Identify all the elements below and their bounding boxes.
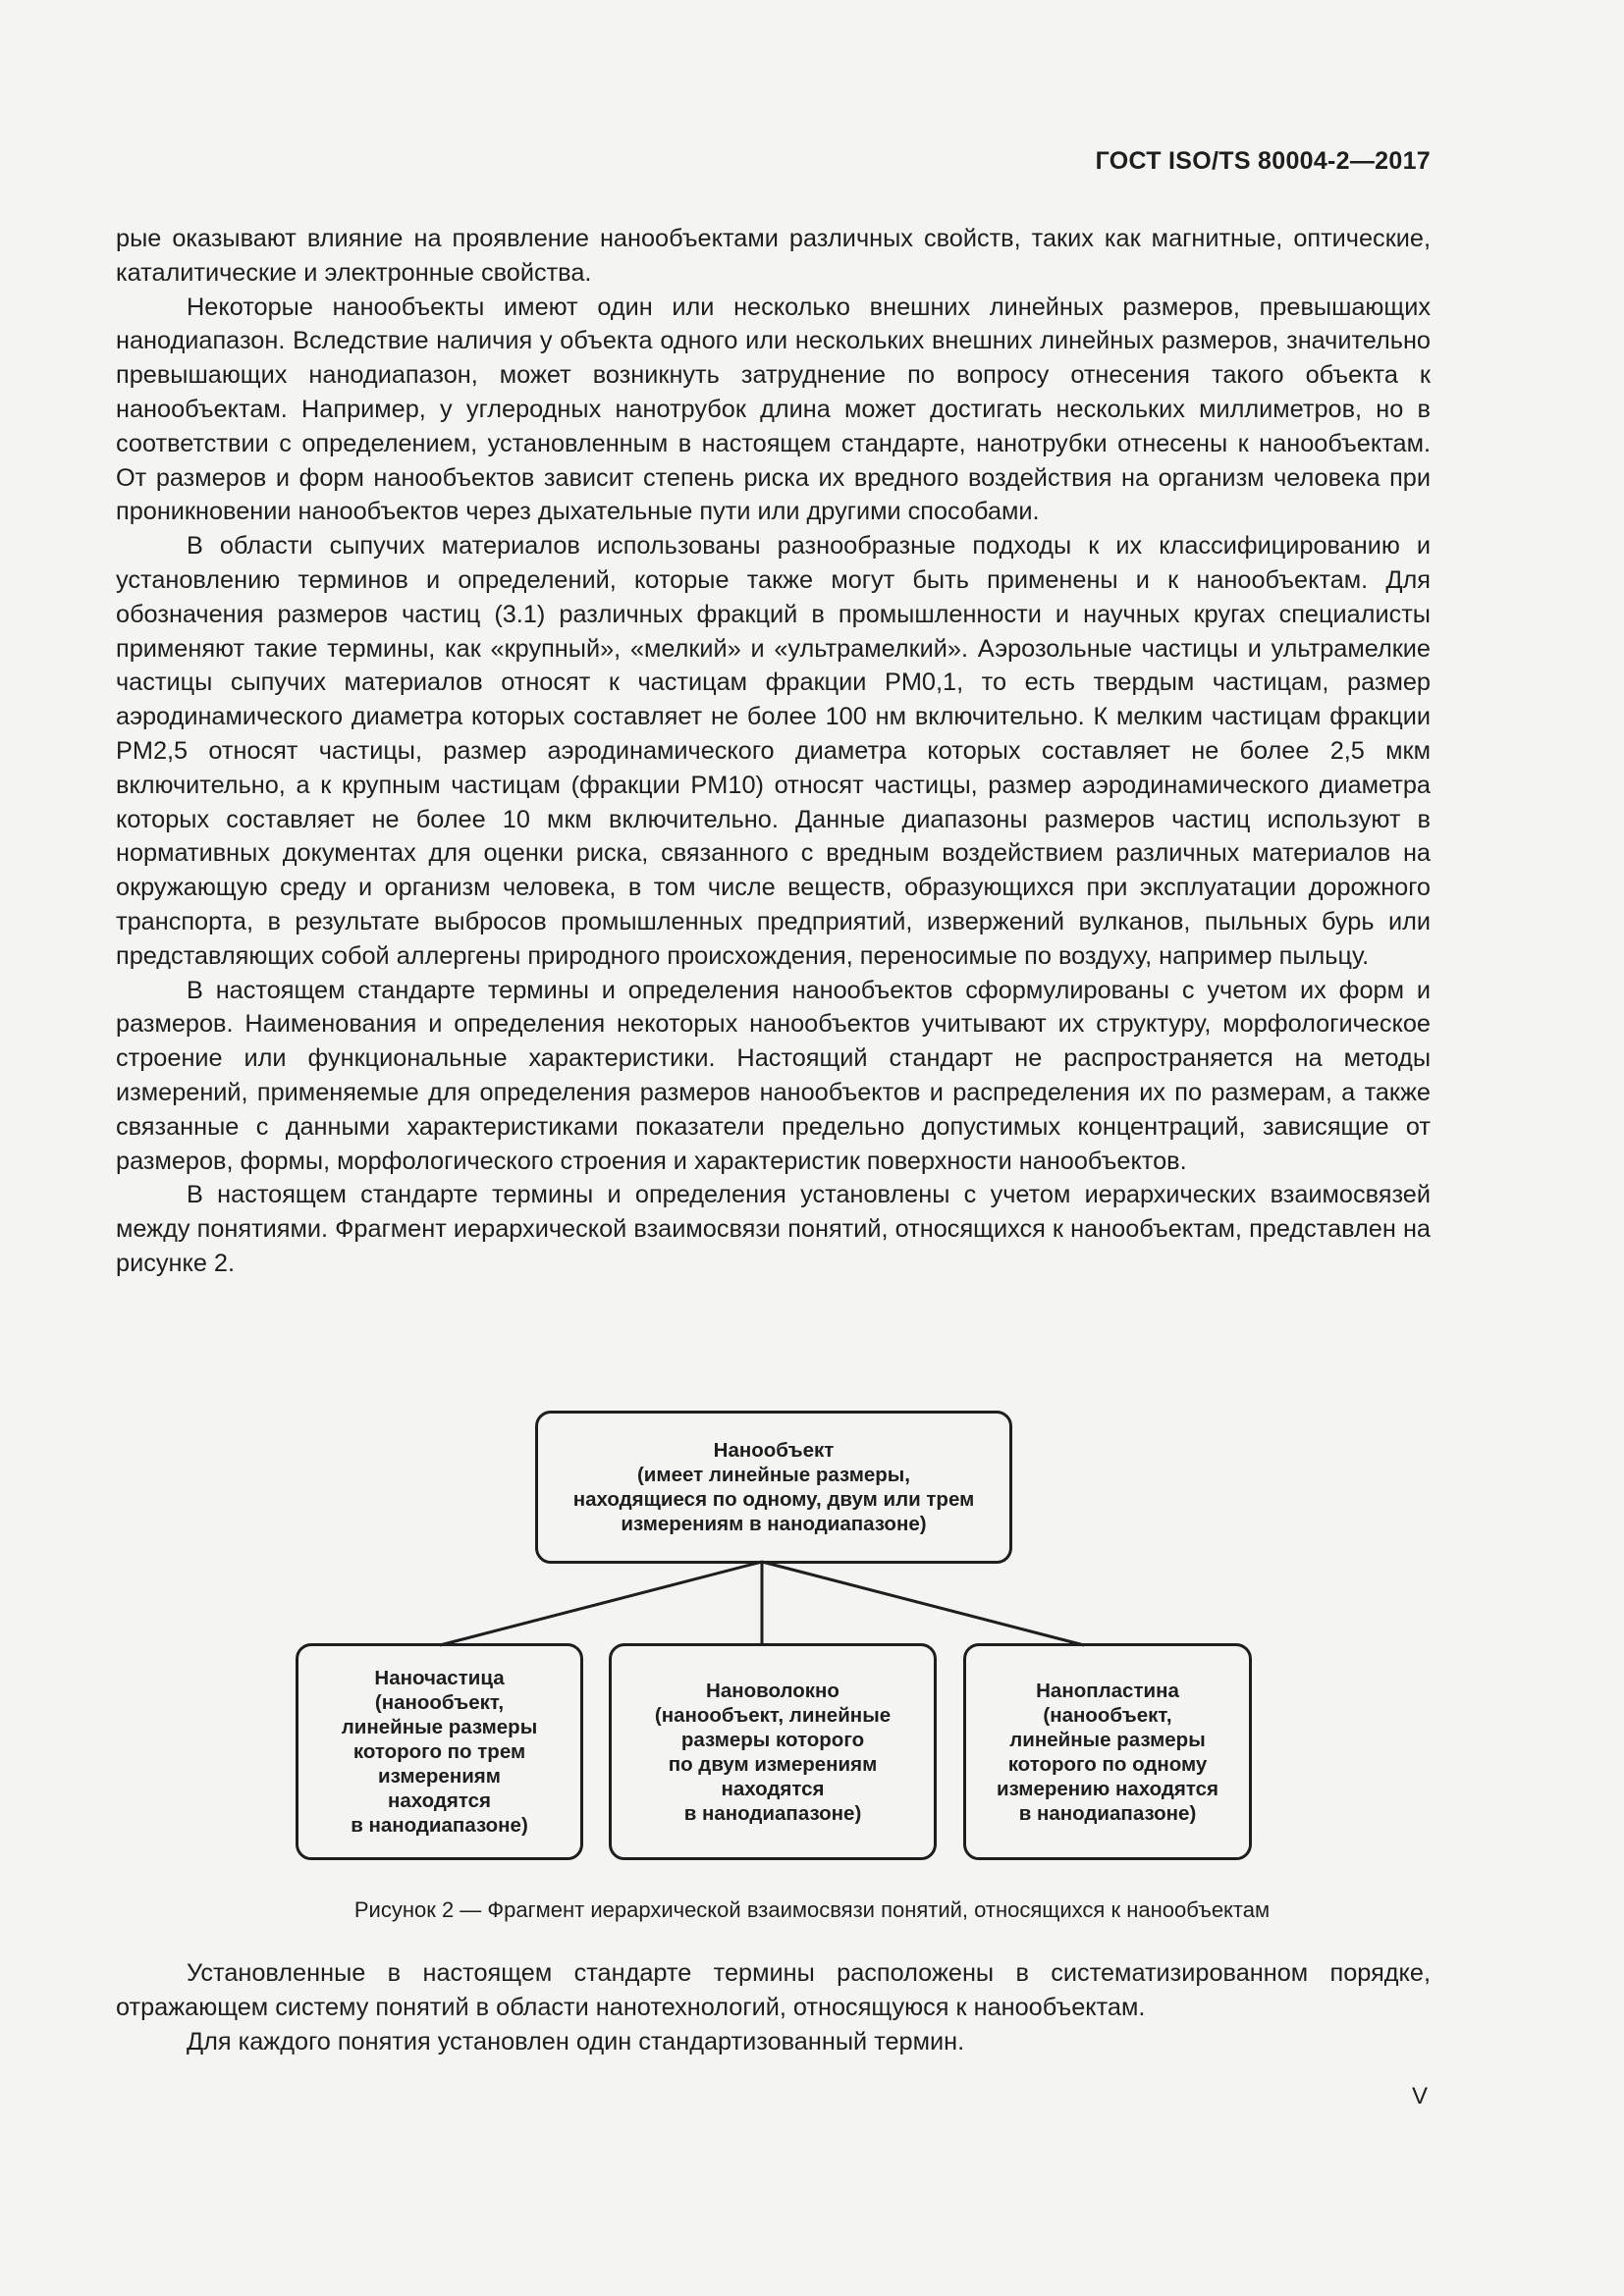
paragraph-hierarchy: В настоящем стандарте термины и определения установлены с учетом иерархических взаимосвязей между понятиями. Фрагмент иерархической взаимосвязи понятий, относящихся к нанообъектам, представлен на рисунке 2. bbox=[116, 1181, 1431, 1277]
paragraph-scope: В настоящем стандарте термины и определения нанообъектов сформулированы с учетом их форм и размеров. Наименования и определения некоторых нанообъектов учитывают их структуру, морфологическое строение или функциональные характеристики. Настоящий стандарт не распространяется на методы измерений, применяемые для определения размеров нанообъектов и распределения их по размерам, а также связанные с данными характеристиками показатели предельно допустимых концентраций, зависящие от размеров, формы, морфологического строения и характеристик поверхности нанообъектов. bbox=[116, 976, 1431, 1175]
paragraph-continued: рые оказывают влияние на проявление нанообъектами различных свойств, таких как магнитные, оптические, каталитические и электронные свойства. bbox=[116, 225, 1431, 287]
figure-hierarchy-diagram bbox=[0, 1404, 1624, 1875]
closing-text bbox=[116, 1956, 1431, 2058]
diagram-box-nanoobject-text: Нанообъект (имеет линейные размеры, находящиеся по одному, двум или трем измерениям в нанодиапазоне) bbox=[572, 1439, 975, 1535]
paragraph-nanoobject-sizes: Некоторые нанообъекты имеют один или несколько внешних линейных размеров, превышающих нанодиапазон. Вследствие наличия у объекта одного или нескольких внешних линейных размеров, значительно превышающих нанодиапазон, может возникнуть затруднение по вопросу отнесения такого объекта к нанообъектам. Например, у углеродных нанотрубок длина может достигать нескольких миллиметров, но в соответствии с определением, установленным в настоящем стандарте, нанотрубки отнесены к нанообъектам. От размеров и форм нанообъектов зависит степень риска их вредного воздействия на организм человека при проникновении нанообъектов через дыхательные пути или другими способами. bbox=[116, 293, 1431, 526]
diagram-box-nanofiber bbox=[609, 1643, 937, 1860]
diagram-box-nanoparticle bbox=[296, 1643, 583, 1860]
paragraph-bulk-materials: В области сыпучих материалов использованы разнообразные подходы к их классифицированию и установлению терминов и определений, которые также могут быть применены и к нанообъектам. Для обозначения размеров частиц (3.1) различных фракций в промышленности и научных кругах специалисты применяют такие термины, как «крупный», «мелкий» и «ультрамелкий». Аэрозольные частицы и ультрамелкие частицы сыпучих материалов относят к частицам фракции PM0,1, то есть твердым частицам, размер аэродинамического диаметра которых составляет не более 100 нм включительно. К мелким частицам фракции PM2,5 относят частицы, размер аэродинамического диаметра которых составляет не более 2,5 мкм включительно, а к крупным частицам (фракции PM10) относят частицы, размер аэродинамического диаметра которых составляет не более 10 мкм включительно. Данные диапазоны размеров частиц используют в нормативных документах для оценки риска, связанного с вредным воздействием различных материалов на окружающую среду и организм человека, в том числе веществ, образующихся при эксплуатации дорожного транспорта, в результате выбросов промышленных предприятий, извержений вулканов, пыльных бурь или представляющих собой аллергены природного происхождения, переносимые по воздуху, например пыльцу. bbox=[116, 532, 1431, 970]
paragraph-terms-order: Установленные в настоящем стандарте термины расположены в систематизированном порядке, отражающем систему понятий в области нанотехнологий, относящуюся к нанообъектам. bbox=[116, 1959, 1431, 2021]
connector-to-nanoparticle bbox=[440, 1562, 762, 1645]
connector-to-nanoplate bbox=[762, 1562, 1084, 1645]
page-number: V bbox=[1411, 2083, 1428, 2109]
diagram-box-nanoplate bbox=[963, 1643, 1252, 1860]
diagram-box-nanoplate-text: Нанопластина (нанообъект, линейные размеры которого по одному измерению находятся в нанодиапазоне) bbox=[997, 1679, 1218, 1825]
diagram-box-nanofiber-text: Нановолокно (нанообъект, линейные размеры которого по двум измерениям находятся в нанодиапазоне) bbox=[654, 1679, 892, 1825]
paragraph-one-term: Для каждого понятия установлен один стандартизованный термин. bbox=[187, 2027, 965, 2056]
document-header-code: ГОСТ ISO/TS 80004-2—2017 bbox=[1095, 147, 1431, 175]
diagram-box-nanoparticle-text: Наночастица (нанообъект, линейные размеры которого по трем измерениям находятся в нанодиапазоне) bbox=[341, 1667, 538, 1837]
main-text bbox=[116, 222, 1431, 1281]
figure-caption: Рисунок 2 — Фрагмент иерархической взаимосвязи понятий, относящихся к нанообъектам bbox=[353, 1897, 1271, 1922]
diagram-box-nanoobject bbox=[535, 1411, 1012, 1564]
